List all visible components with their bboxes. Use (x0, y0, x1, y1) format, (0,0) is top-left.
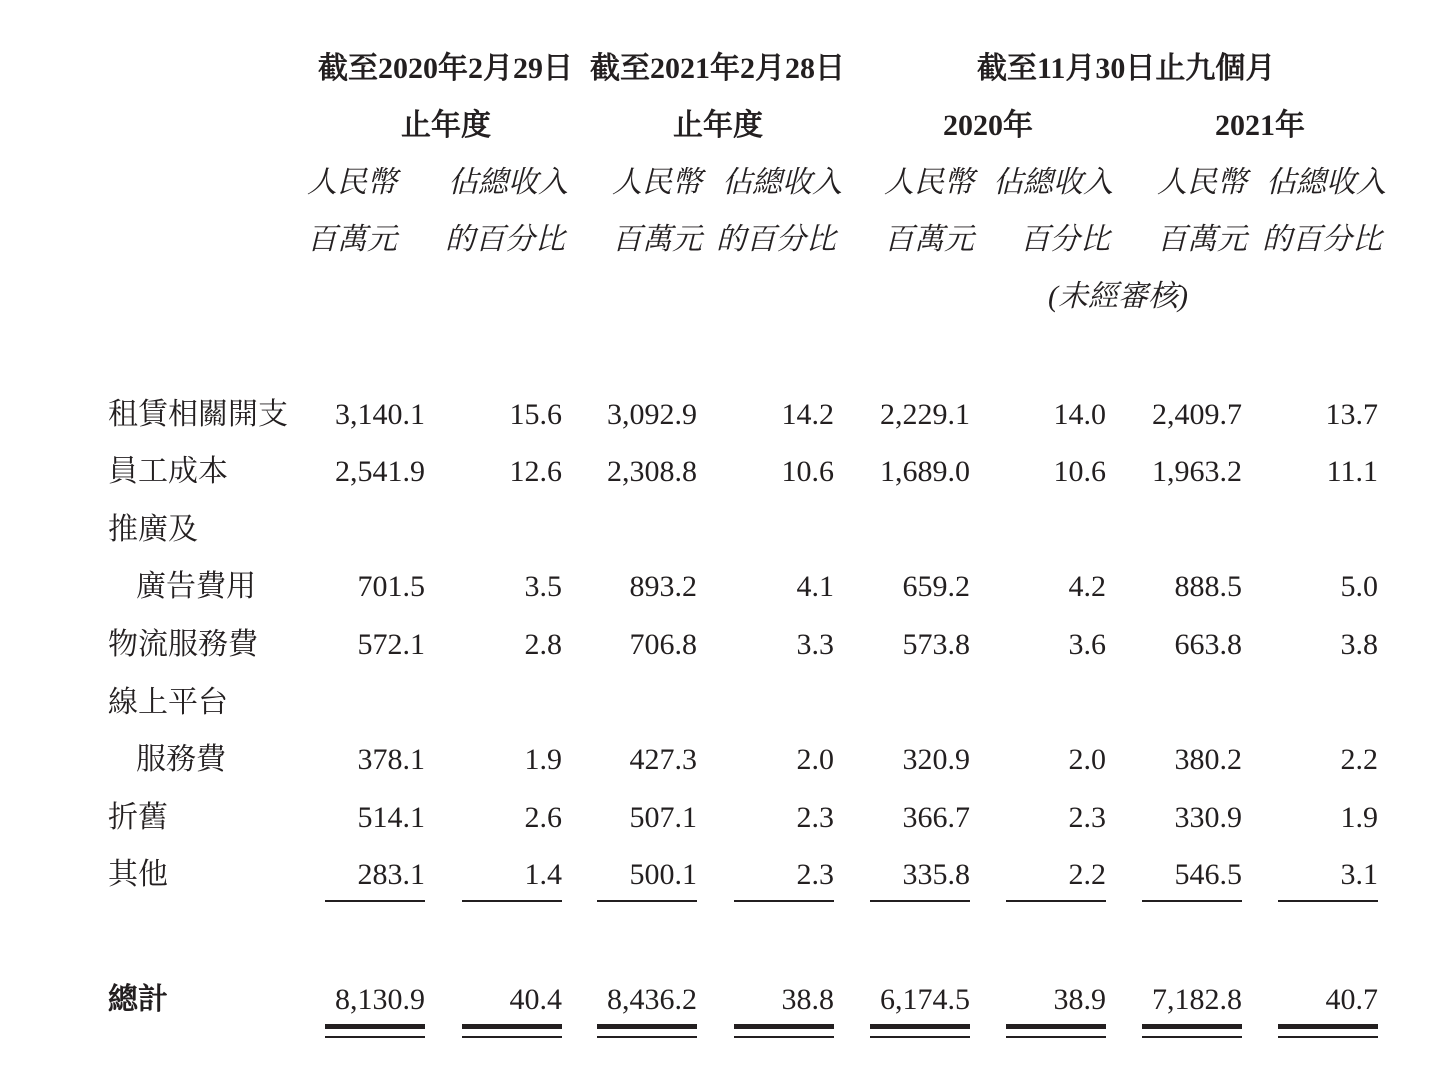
cell-r3-c7: 888.5 (1174, 570, 1242, 603)
col-header-2-line1: 佔總收入 (448, 166, 568, 199)
cell-r3-c2: 3.5 (524, 570, 562, 603)
total-cell-c6: 38.9 (1053, 983, 1106, 1016)
cell-r6-c5: 366.7 (902, 801, 970, 834)
cell-r3-c4: 4.1 (796, 570, 834, 603)
cell-r1-c4: 14.2 (781, 398, 834, 431)
cell-r7-c1: 283.1 (357, 858, 425, 891)
cell-r6-c4: 2.3 (796, 801, 834, 834)
total-double-rule-bottom (870, 1036, 970, 1038)
cell-r6-c3: 507.1 (629, 801, 697, 834)
col-header-2-line2: 的百分比 (445, 223, 565, 256)
col-header-8-line1: 佔總收入 (1266, 166, 1386, 199)
cell-r5-c8: 2.2 (1340, 743, 1378, 776)
cell-r4-c4: 3.3 (796, 628, 834, 661)
cell-r1-c3: 3,092.9 (607, 398, 697, 431)
row-label-others: 其他 (108, 858, 168, 891)
subtotal-rule (870, 900, 970, 902)
row-label-platform-line2: 服務費 (136, 743, 226, 776)
cell-r1-c1: 3,140.1 (335, 398, 425, 431)
total-double-rule-bottom (734, 1036, 834, 1038)
cell-r1-c5: 2,229.1 (880, 398, 970, 431)
col-header-5-line1: 人民幣 (884, 166, 974, 199)
cell-r2-c3: 2,308.8 (607, 455, 697, 488)
header-group-fy2020: 截至2020年2月29日 (318, 52, 573, 85)
cell-r3-c6: 4.2 (1068, 570, 1106, 603)
row-label-promotion-line1: 推廣及 (108, 513, 198, 546)
cell-r2-c5: 1,689.0 (880, 455, 970, 488)
cell-r5-c7: 380.2 (1174, 743, 1242, 776)
cell-r6-c2: 2.6 (524, 801, 562, 834)
subtotal-rule (462, 900, 562, 902)
cell-r3-c5: 659.2 (902, 570, 970, 603)
cell-r2-c6: 10.6 (1053, 455, 1106, 488)
cell-r1-c7: 2,409.7 (1152, 398, 1242, 431)
cell-r7-c5: 335.8 (902, 858, 970, 891)
cell-r4-c1: 572.1 (357, 628, 425, 661)
cell-r4-c6: 3.6 (1068, 628, 1106, 661)
row-label-promotion-line2: 廣告費用 (136, 570, 256, 603)
total-cell-c5: 6,174.5 (880, 983, 970, 1016)
subtotal-rule (1006, 900, 1106, 902)
total-double-rule-top (1006, 1024, 1106, 1029)
header-group-fy2021: 截至2021年2月28日 (590, 52, 845, 85)
cell-r4-c8: 3.8 (1340, 628, 1378, 661)
col-header-5-line2: 百萬元 (884, 223, 974, 256)
cell-r6-c1: 514.1 (357, 801, 425, 834)
total-double-rule-top (462, 1024, 562, 1029)
col-header-7-line2: 百萬元 (1157, 223, 1247, 256)
cell-r7-c3: 500.1 (629, 858, 697, 891)
cell-r5-c2: 1.9 (524, 743, 562, 776)
col-header-3-line1: 人民幣 (612, 166, 702, 199)
cell-r4-c5: 573.8 (902, 628, 970, 661)
cell-r2-c4: 10.6 (781, 455, 834, 488)
cell-r3-c8: 5.0 (1340, 570, 1378, 603)
unaudited-note: (未經審核) (1048, 280, 1188, 313)
cell-r6-c7: 330.9 (1174, 801, 1242, 834)
header-year-2021: 2021年 (1215, 109, 1305, 142)
total-cell-c7: 7,182.8 (1152, 983, 1242, 1016)
cell-r1-c8: 13.7 (1325, 398, 1378, 431)
subtotal-rule (325, 900, 425, 902)
cell-r4-c2: 2.8 (524, 628, 562, 661)
cell-r2-c8: 11.1 (1326, 455, 1378, 488)
total-double-rule-top (870, 1024, 970, 1029)
cell-r4-c3: 706.8 (629, 628, 697, 661)
cell-r7-c4: 2.3 (796, 858, 834, 891)
col-header-8-line2: 的百分比 (1262, 223, 1382, 256)
subtotal-rule (597, 900, 697, 902)
cell-r1-c2: 15.6 (509, 398, 562, 431)
row-label-staff-costs: 員工成本 (108, 455, 228, 488)
col-header-3-line2: 百萬元 (612, 223, 702, 256)
cell-r5-c3: 427.3 (629, 743, 697, 776)
total-label: 總計 (108, 983, 168, 1016)
cell-r6-c8: 1.9 (1340, 801, 1378, 834)
col-header-4-line2: 的百分比 (716, 223, 836, 256)
total-double-rule-bottom (1006, 1036, 1106, 1038)
total-double-rule-top (734, 1024, 834, 1029)
total-cell-c8: 40.7 (1325, 983, 1378, 1016)
total-double-rule-top (1278, 1024, 1378, 1029)
total-double-rule-top (1142, 1024, 1242, 1029)
subtotal-rule (734, 900, 834, 902)
cell-r5-c4: 2.0 (796, 743, 834, 776)
col-header-1-line2: 百萬元 (307, 223, 397, 256)
cell-r5-c5: 320.9 (902, 743, 970, 776)
header-group-fy2020-period: 止年度 (401, 109, 491, 142)
row-label-depreciation: 折舊 (108, 801, 168, 834)
header-group-nine-months: 截至11月30日止九個月 (977, 52, 1276, 85)
col-header-6-line1: 佔總收入 (993, 166, 1113, 199)
cell-r7-c7: 546.5 (1174, 858, 1242, 891)
total-cell-c3: 8,436.2 (607, 983, 697, 1016)
cell-r5-c1: 378.1 (357, 743, 425, 776)
cell-r6-c6: 2.3 (1068, 801, 1106, 834)
total-cell-c2: 40.4 (509, 983, 562, 1016)
cell-r2-c1: 2,541.9 (335, 455, 425, 488)
total-cell-c4: 38.8 (781, 983, 834, 1016)
col-header-4-line1: 佔總收入 (722, 166, 842, 199)
subtotal-rule (1142, 900, 1242, 902)
col-header-1-line1: 人民幣 (307, 166, 397, 199)
total-double-rule-bottom (597, 1036, 697, 1038)
total-double-rule-bottom (1278, 1036, 1378, 1038)
cell-r2-c2: 12.6 (509, 455, 562, 488)
row-label-lease-expenses: 租賃相關開支 (108, 398, 288, 431)
header-group-fy2021-period: 止年度 (673, 109, 763, 142)
col-header-6-line2: 百分比 (1020, 223, 1110, 256)
cell-r7-c8: 3.1 (1340, 858, 1378, 891)
cell-r7-c6: 2.2 (1068, 858, 1106, 891)
cell-r5-c6: 2.0 (1068, 743, 1106, 776)
header-year-2020: 2020年 (943, 109, 1033, 142)
total-double-rule-bottom (325, 1036, 425, 1038)
cell-r1-c6: 14.0 (1053, 398, 1106, 431)
col-header-7-line1: 人民幣 (1157, 166, 1247, 199)
total-double-rule-bottom (1142, 1036, 1242, 1038)
row-label-logistics: 物流服務費 (108, 628, 258, 661)
cell-r2-c7: 1,963.2 (1152, 455, 1242, 488)
total-cell-c1: 8,130.9 (335, 983, 425, 1016)
cell-r7-c2: 1.4 (524, 858, 562, 891)
total-double-rule-bottom (462, 1036, 562, 1038)
total-double-rule-top (325, 1024, 425, 1029)
subtotal-rule (1278, 900, 1378, 902)
cell-r3-c3: 893.2 (629, 570, 697, 603)
row-label-platform-line1: 線上平台 (108, 686, 228, 719)
cell-r4-c7: 663.8 (1174, 628, 1242, 661)
total-double-rule-top (597, 1024, 697, 1029)
cell-r3-c1: 701.5 (357, 570, 425, 603)
